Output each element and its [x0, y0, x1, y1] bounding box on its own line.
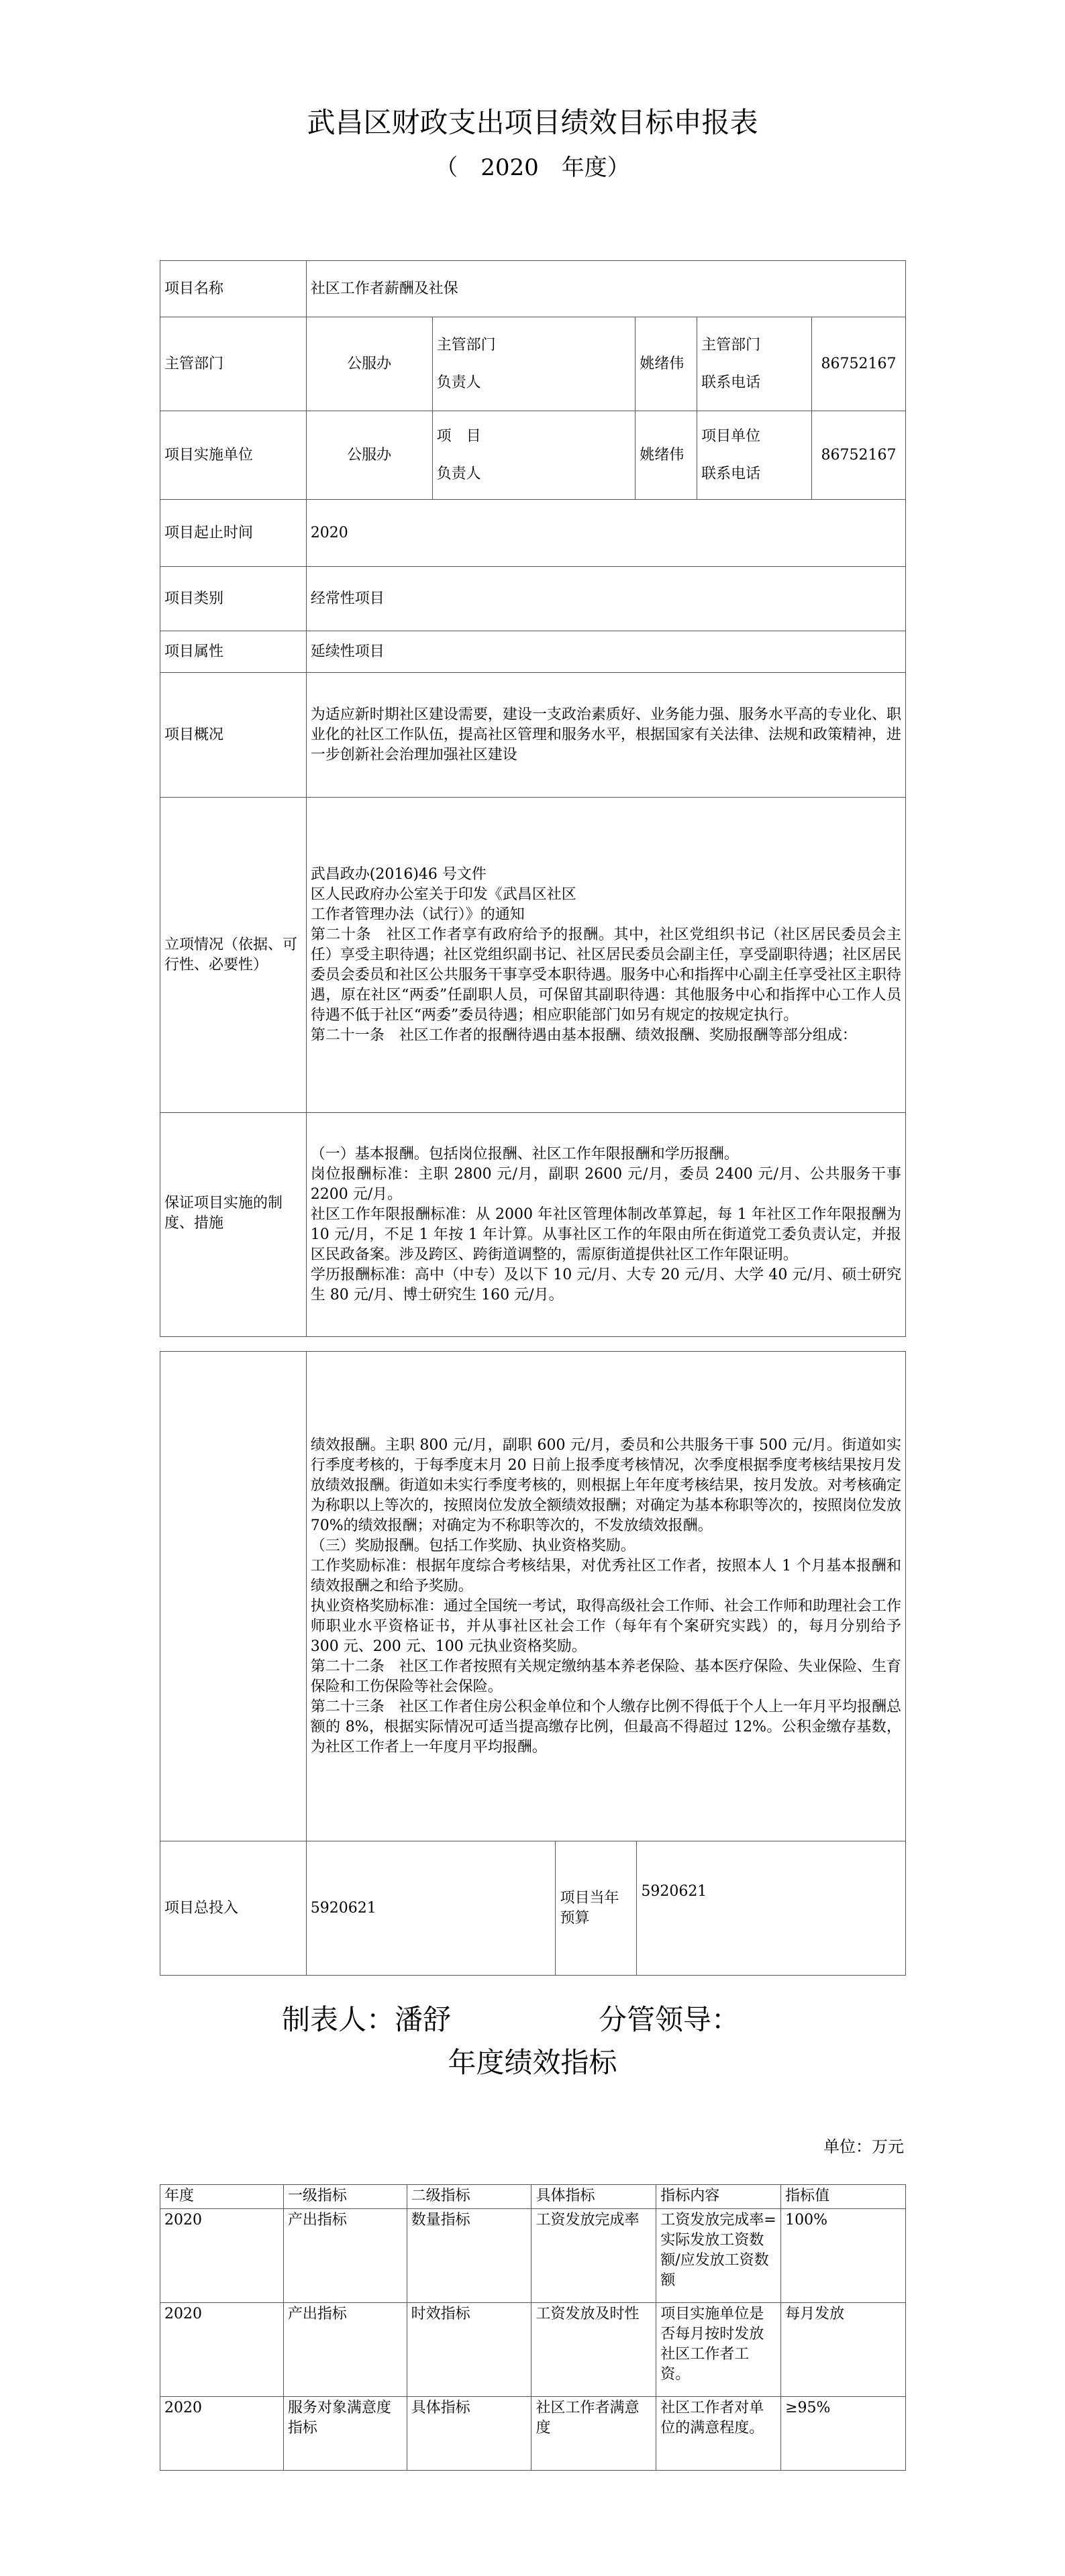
- continued-paragraph: （三）奖励报酬。包括工作奖励、执业资格奖励。: [310, 1537, 636, 1554]
- attribute-value: 延续性项目: [306, 631, 905, 673]
- dept-phone-label-line2: 联系电话: [701, 374, 761, 391]
- overview-text: 为适应新时期社区建设需要，建设一支政治素质好、业务能力强、服务水平高的专业化、职业化的社区工作队伍，提高社区管理和服务水平，根据国家有关法律、法规和政策精神，进一步创新社会治理加强社区建设: [310, 706, 901, 763]
- total-investment-value: 5920621: [306, 1841, 556, 1976]
- guarantee-paragraph: 学历报酬标准：高中（中专）及以下 10 元/月、大专 20 元/月、大学 40 元/月、硕士研究生 80 元/月、博士研究生 160 元/月。: [310, 1266, 901, 1303]
- dept-head-value: 姚绪伟: [636, 317, 697, 411]
- dept-head-label: [432, 317, 636, 411]
- header-cell-level2: 二级指标: [407, 2185, 531, 2209]
- guarantee-paragraph: 社区工作年限报酬标准：从 2000 年社区管理体制改革算起，每 1 年社区工作年限报酬为 10 元/月，不足 1 年按 1 年计算。从事社区工作的年限由所在街道党工委负责认定，并报区民政备案。涉及跨区、跨街道调整的，需原街道提供社区工作年限证明。: [310, 1205, 901, 1263]
- impl-phone-label-line1: 项目单位: [701, 427, 761, 445]
- manager-label: 分管领导：: [599, 2003, 740, 2036]
- dept-head-label-line1: 主管部门: [436, 336, 496, 354]
- total-investment-label: 项目总投入: [160, 1841, 307, 1976]
- guarantee-value: [306, 1113, 905, 1337]
- continued-paragraph: 绩效报酬。主职 800 元/月，副职 600 元/月，委员和公共服务干事 500 元/月。街道如实行季度考核的，于每季度末月 20 日前上报季度考核情况，次季度根据季度考核结果按月发放绩效报酬。街道如未实行季度考核的，则根据上年年度考核结果，按月发放。对考核确定为称职以上等次的，按照岗位发放全额绩效报酬；对确定为基本称职等次的，按照岗位发放 70%的绩效报酬；对确定为不称职等次的，不发放绩效报酬。: [310, 1436, 901, 1534]
- category-value: 经常性项目: [306, 567, 905, 631]
- guarantee-label: 保证项目实施的制度、措施: [160, 1113, 307, 1337]
- continued-paragraph: 第二十二条 社区工作者按照有关规定缴纳基本养老保险、基本医疗保险、失业保险、生育保险和工伤保险等社会保险。: [310, 1658, 901, 1695]
- continued-paragraph: 工作奖励标准：根据年度综合考核结果，对优秀社区工作者，按照本人 1 个月基本报酬和绩效报酬之和给予奖励。: [310, 1557, 901, 1595]
- table-cell: 产出指标: [283, 2209, 407, 2303]
- annual-budget-label: 项目当年预算: [556, 1841, 637, 1976]
- basis-paragraph: 武昌政办(2016)46 号文件: [310, 865, 487, 883]
- signature-line: [282, 1998, 740, 2038]
- page-title: 武昌区财政支出项目绩效目标申报表: [307, 106, 758, 139]
- project-name-label: 项目名称: [160, 261, 307, 317]
- table-row: [160, 2209, 906, 2303]
- header-cell-specific: 具体指标: [531, 2185, 656, 2209]
- header-cell-year: 年度: [160, 2185, 284, 2209]
- guarantee-paragraph: 岗位报酬标准：主职 2800 元/月，副职 2600 元/月，委员 2400 元/月、公共服务干事 2200 元/月。: [310, 1165, 901, 1203]
- period-value: 2020: [306, 500, 905, 567]
- guarantee-paragraph: （一）基本报酬。包括岗位报酬、社区工作年限报酬和学历报酬。: [310, 1145, 739, 1163]
- project-name-value: 社区工作者薪酬及社保: [306, 261, 905, 317]
- impl-unit-value: 公服办: [306, 411, 432, 500]
- impl-head-value: 姚绪伟: [636, 411, 697, 500]
- dept-phone-label: [697, 317, 812, 411]
- basis-paragraph: 第二十条 社区工作者享有政府给予的报酬。其中，社区党组织书记（社区居民委员会主任）享受主职待遇；社区党组织副书记、社区居民委员会副主任，享受副职待遇；社区居民委员会委员和社区公共服务干事享受本职待遇。服务中心和指挥中心副主任享受社区主职待遇，原在社区“两委”任副职人员，可保留其副职待遇：其他服务中心和指挥中心工作人员待遇不低于社区“两委”委员待遇；相应职能部门如另有规定的按规定执行。: [310, 926, 901, 1024]
- section-title-annual-indicators: 年度绩效指标: [448, 2046, 617, 2079]
- basis-paragraph: 区人民政府办公室关于印发《武昌区社区: [310, 885, 576, 903]
- basis-paragraph: 第二十一条 社区工作者的报酬待遇由基本报酬、绩效报酬、奖励报酬等部分组成：: [310, 1026, 857, 1044]
- table-cell: 100%: [781, 2209, 906, 2303]
- continued-paragraph: 第二十三条 社区工作者住房公积金单位和个人缴存比例不得低于个人上一年月平均报酬总额的 8%，根据实际情况可适当提高缴存比例，但最高不得超过 12%。公积金缴存基数，为社区工作者上一年度月平均报酬。: [310, 1698, 901, 1756]
- overview-label: 项目概况: [160, 673, 307, 798]
- impl-phone-label: [697, 411, 812, 500]
- project-info-table: [160, 260, 906, 1337]
- table-cell: 工资发放及时性: [531, 2303, 656, 2397]
- dept-head-label-line2: 负责人: [436, 374, 481, 391]
- basis-value: [306, 798, 905, 1113]
- table-cell: 工资发放完成率: [531, 2209, 656, 2303]
- dept-label: 主管部门: [160, 317, 307, 411]
- impl-unit-label: 项目实施单位: [160, 411, 307, 500]
- preparer-label: 制表人：潘舒: [282, 2003, 452, 2036]
- overview-value: [306, 673, 905, 798]
- annual-budget-value: 5920621: [637, 1841, 906, 1976]
- table-cell: 产出指标: [283, 2303, 407, 2397]
- table-cell: 社区工作者满意度: [531, 2397, 656, 2471]
- table-cell: 2020: [160, 2397, 284, 2471]
- impl-head-label-line2: 负责人: [436, 465, 481, 482]
- table-cell: 具体指标: [407, 2397, 531, 2471]
- table-cell: 社区工作者对单位的满意程度。: [656, 2397, 781, 2471]
- period-label: 项目起止时间: [160, 500, 307, 567]
- basis-label: 立项情况（依据、可行性、必要性）: [160, 798, 307, 1113]
- header-cell-value: 指标值: [781, 2185, 906, 2209]
- impl-head-label-line1: 项 目: [436, 427, 481, 445]
- performance-indicators-table: [160, 2184, 906, 2471]
- basis-paragraph: 工作者管理办法（试行）》的通知: [310, 906, 525, 923]
- continuation-table: [160, 1351, 906, 1976]
- header-cell-content: 指标内容: [656, 2185, 781, 2209]
- header-cell-level1: 一级指标: [283, 2185, 407, 2209]
- table-row: [160, 2397, 906, 2471]
- unit-note: 单位：万元: [823, 2137, 904, 2156]
- table-cell: 时效指标: [407, 2303, 531, 2397]
- continuation-value: [306, 1352, 905, 1841]
- dept-phone-value: 86752167: [811, 317, 905, 411]
- table-cell: 每月发放: [781, 2303, 906, 2397]
- table-cell: 工资发放完成率=实际发放工资数额/应发放工资数额: [656, 2209, 781, 2303]
- table-cell: 2020: [160, 2209, 284, 2303]
- table-cell: 服务对象满意度指标: [283, 2397, 407, 2471]
- attribute-label: 项目属性: [160, 631, 307, 673]
- dept-value: 公服办: [306, 317, 432, 411]
- continuation-label-cell: [160, 1352, 307, 1841]
- table-cell: ≥95%: [781, 2397, 906, 2471]
- impl-phone-label-line2: 联系电话: [701, 465, 761, 482]
- category-label: 项目类别: [160, 567, 307, 631]
- page-subtitle: （ 2020 年度）: [435, 154, 630, 181]
- impl-phone-value: 86752167: [811, 411, 905, 500]
- table-cell: 项目实施单位是否每月按时发放社区工作者工资。: [656, 2303, 781, 2397]
- continued-paragraph: 执业资格奖励标准：通过全国统一考试，取得高级社会工作师、社会工作师和助理社会工作师职业水平资格证书，并从事社区社会工作（每年有个案研究实践）的，每月分别给予 300 元、200 元、100 元执业资格奖励。: [310, 1597, 901, 1655]
- table-cell: 2020: [160, 2303, 284, 2397]
- table-cell: 数量指标: [407, 2209, 531, 2303]
- impl-head-label: [432, 411, 636, 500]
- table-row: [160, 2303, 906, 2397]
- dept-phone-label-line1: 主管部门: [701, 336, 761, 354]
